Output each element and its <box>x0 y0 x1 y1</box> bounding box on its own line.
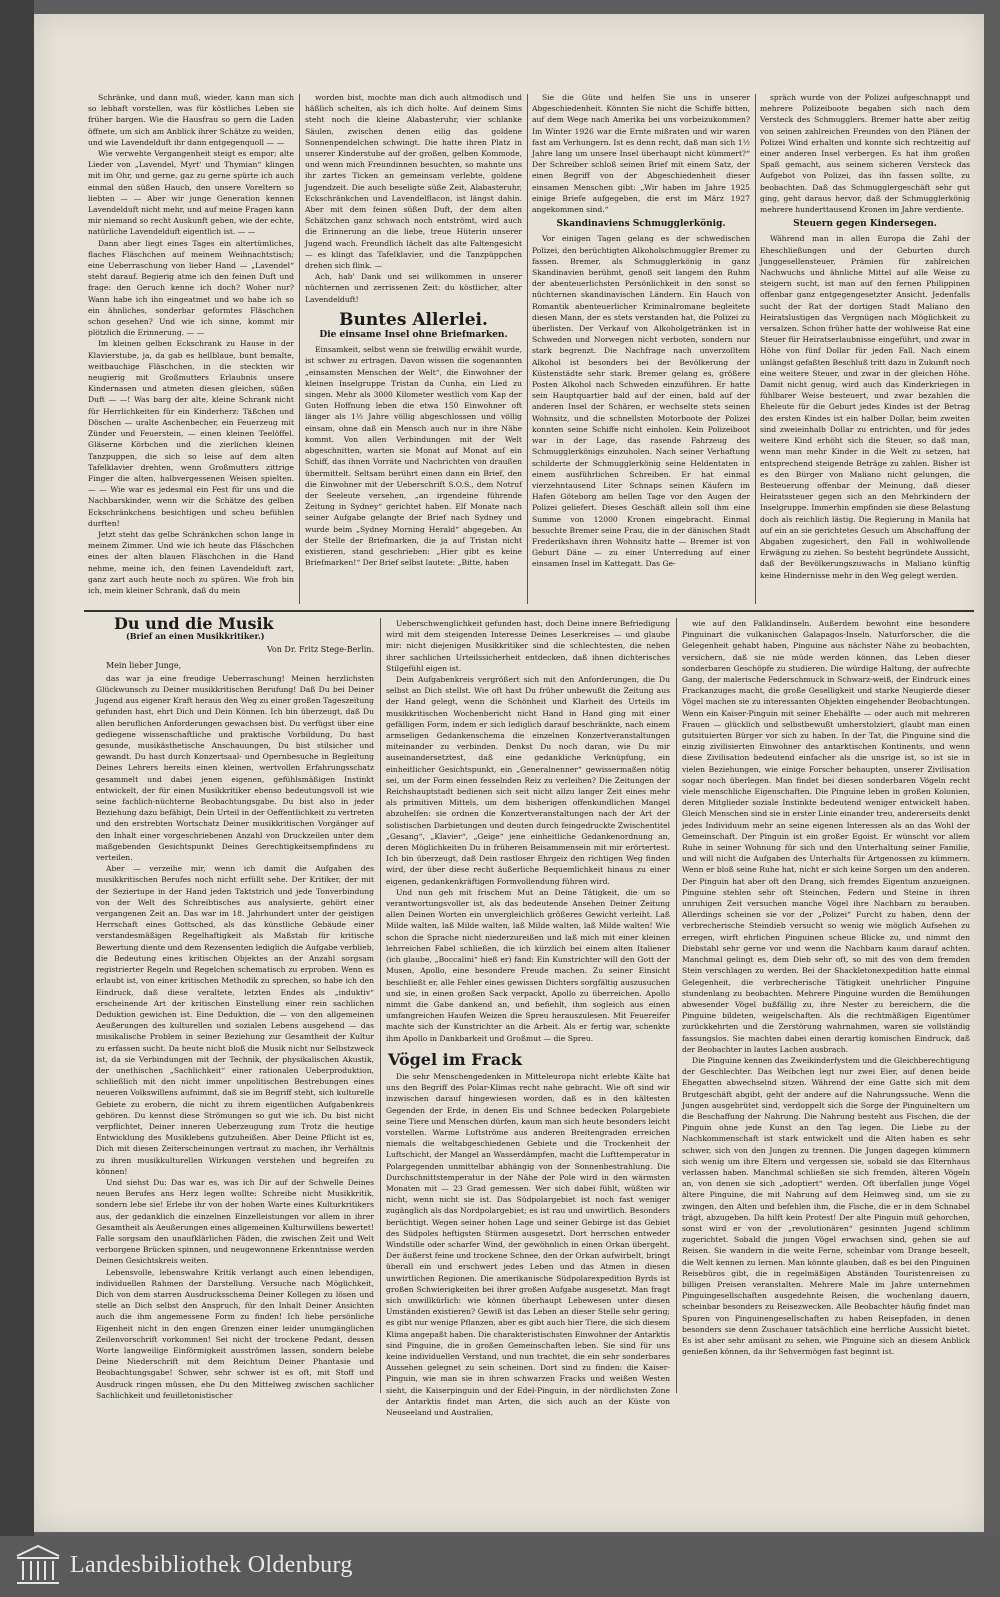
paragraph: Lebensvolle, lebenswahre Kritik verlangt auch einen lebendigen, individuellen Rahmen der Darstellung. Versuche nach Möglichkeit, Dich von dem starren Ausdrucksschema Deiner Kollegen zu lösen und stelle an Dich selbst den Anspruch, für den Inhalt Deiner Ansichten auch die ihm angemessene Form zu finden! Ich liebe persönliche Eigenheit nicht in den engen Grenzen einer leider unumgänglichen Zeilenvorschrift vorkommen! Sei nicht der trockene Pedant, dessen Worte langweilige Einförmigkeit ausströmen lassen, sondern belebe Deine Niederschrift mit dem Reichtum Deiner Phantasie und Beobachtungsgabe! Schwer, sehr schwer ist es oft, mit Stoff und Ausdruck ringen müssen, ehe Du den Mittelweg zwischen sachlicher Sachlichkeit und feuilletonistischer <box>96 1267 374 1400</box>
top-column-3 <box>532 92 750 604</box>
paragraph: Sie die Güte und helfen Sie uns in unserer Abgeschiedenheit. Könnten Sie nicht die Schiffe bitten, auf dem Wege nach Amerika bei uns vorbeizukommen? Im Winter 1926 war die Ernte mißraten und wir waren fast am Verhungern. Ist es denn recht, daß man sich 1½ Jahre lang um unsere Insel überhaupt nicht kümmert?“ Der Schreiber schloß seinen Brief mit einem Satz, der einen Begriff von der Abgeschiedenheit dieser einsamen Menschen gibt: „Wir haben im Jahre 1925 einige Briefe aufgegeben, die erst im März 1927 angekommen sind.“ <box>532 93 750 215</box>
paragraph: Dein Aufgabenkreis vergrößert sich mit den Anforderungen, die Du selbst an Dich stellst. Wie oft hast Du früher unbewußt die Zeitung aus der Hand gelegt, wenn die Schönheit und Klarheit des Urteils im musikkritischen Wochenbericht nicht Hand in Hand ging mit einer gefälligen Form, indem er sich lediglich darauf beschränkte, nach einem armseligen Gedankenschema die einzelnen Konzertveranstaltungen miteinander zu verbinden. Denkst Du noch daran, wie Du mir auseinandersetztest, daß eine gedankliche Verknüpfung, ein einheitlicher Gesichtspunkt, ein „Generalnenner“ gewissermaßen nötig sei, um der Form einen fesselnden Reiz zu verleihen? Die Zeitungen der Reichshauptstadt bedienen sich seit nicht allzu langer Zeit eines mehr als primitiven Mittels, um dem bisherigen offenkundlichen Mangel abzuhelfen: sie ordnen die Konzertveranstaltungen nach der Art der solistischen Darbietungen und deuten durch feingedruckte Zwischentitel „Gesang“, „Klavier“, „Geige“ jene einheitliche Gedankenordnung an, deren Möglichkeiten Du in früheren Beisammensein mit mir erörtertest. Ich bin überzeugt, daß Dein rastloser Ehrgeiz den richtigen Weg finden wird, der über diese recht äußerliche Bequemlichkeit hinaus zu einer eigenen, gedankenkräftigen Formvollendung führen wird. <box>386 675 670 886</box>
column-divider <box>527 94 528 604</box>
paragraph: Aber — verzeihe mir, wenn ich damit die Aufgaben des musikkritischen Berufes noch nicht erfüllt sehe. Der Kritiker, der mit der Seziertupe in der Hand jeden Taktstrich und jede Tonverbindung von der Welt des Schreibtisches aus analysierte, gehört einer vergangenen Zeit an. Das war im 18. Jahrhundert unter der geistigen Herrschaft eines Gottsched, als das künstliche Gebäude einer verstandesmäßigen Regelhaftigkeit als Maßstab für kritische Bewertung diente und dem Rezensenten lediglich die Aufgabe verblieb, die Bedeutung eines kritischen Objektes an der Anzahl sorgsam registrierter Regeln und Regelchen schematisch zu erproben. Wenn es erlaubt ist, von einer kritischen Methodik zu sprechen, so habe ich den Eindruck, daß diese veraltete, letzten Endes als „induktiv“ erscheinende Art der kritischen Einstellung einer rein sachlichen Deduktion gewichen ist. Eine Deduktion, die — von den allgemeinen Aeußerungen des kulturellen und sozialen Lebens ausgehend — das musikalische Problem in seiner Beziehung zur Gesamtheit der Kultur zu erfassen sucht. Da heute nicht bloß die Musik nicht nur Selbstzweck ist, da sie Verbindungen mit der Technik, der physikalischen Akustik, der unethischen „Sachlichkeit“ einer rationalen Ueberproduktion, schließlich mit den nicht immer unpolitischen Bestrebungen eines neueren Volkswillens aufnimmt, daß sie im Begriff steht, sich kulturelle Gebiete zu erobern, die nicht zu ihrem eigentlichen Aufgabenkreis gehören. Du kennst diese Strömungen so gut wie ich. Du bist nicht verpflichtet, Deiner inneren Ueberzeugung zum Trotz die heutige Entwicklung des Musiklebens gutzuheißen. Aber Deine Pflicht ist es, Dich mit diesen Zeiterscheinungen vertraut zu machen, ihr Verhältnis zu ihren musikkulturellen Wirkungen verstehen und begreifen zu können! <box>96 864 374 1176</box>
column-divider <box>676 618 677 1393</box>
paragraph: das war ja eine freudige Ueberraschung! Meinen herzlichsten Glückwunsch zu Deiner musikkritischen Berufung! Daß Du bei Deiner Jugend aus eigener Kraft heraus den Weg zu einer großen Tageszeitung gefunden hast, ehrt Dich und Dein Können. Ich bin überzeugt, daß Du allen beruflichen Anforderungen gewachsen bist. Du verfügst über eine gediegene wissenschaftliche und praktische Vorbildung, Du hast gesunde, musikästhetische Anschauungen, Du bist stilsicher und gewandt. Du hast durch Konzertsaal- und Opernbesuche in Begleitung Deines Lehrers bereits einen kleinen, wertvollen Erfahrungsschatz gesammelt und dabei jenen eigenen, gefühlsmäßigen Instinkt entwickelt, der für einen Musikkritiker ebenso bedeutungsvoll ist wie seine fachlich-nüchterne Beobachtungsgabe. Du bist also in jeder Beziehung dazu befähigt, Dein Urteil in der Oeffentlichkeit zu vertreten und den erstrebten Wortschatz Deiner musikkritischen Vorgänger auf den Inhalt einer vorgeschriebenen Anzahl von Druckzeilen unter dem maßgebenden Gesichtspunkt Deines Gerechtigkeitsempfindens zu verteilen. <box>96 673 374 863</box>
column-divider <box>299 94 300 604</box>
bottom-column-3 <box>682 618 970 1393</box>
paragraph: Die sehr Menschengedenken in Mitteleuropa nicht erlebte Kälte hat uns den Begriff des Polar-Klimas recht nahe gebracht. Wie oft sind wir inzwischen darauf hingewiesen worden, daß es in den kältesten Gegenden der Erde, in denen Eis und Schnee bedecken Polargebiete seine Tiere und Menschen dürfen, kaum man sich heute besonders leicht vorstellen. Warme Luftströme aus anderen Breitengraden erreichen niemals die weltabgeschiedenen Gebiete und die Trockenheit der Luftschicht, der Mangel an Wasserdämpfen, macht die Lufttemperatur in Polargegenden unmittelbar abhängig von der Sonnenbestrahlung. Die Durchschnittstemperatur in der Nähe der Pole wird in den wärmsten Monaten mit — 23 Grad gemessen. Wer sich dabei fühlt, wüßten wir nicht, wenn nicht sie ist. Das Südpolargebiet ist noch fast weniger zugänglich als das Nordpolargebiet; es ist rau und unwirtlich. Besonders berüchtigt. Wegen seiner hohen Lage und seiner Gebirge ist das Gebiet des Südpoles heftigsten Stürmen ausgesetzt. Dort herrschen entweder Windstille oder scharfer Wind, der gewöhnlich in einen Orkan übergeht. Der äußerst feine und trockene Schnee, den der Orkan aufwirbelt, bringt überall ein und erschwert jedes Leben und das Atmen in diesen unwirtlichen Regionen. Die amerikanische Südpolarexpedition Byrds ist großen Schwierigkeiten bei ihrer großen Aufgabe ausgesetzt. Man fragt sich unwillkürlich: wie können überhaupt Lebewesen unter diesen Umständen existieren? Gewiß ist das Leben an dieser Stelle sehr gering; es gibt nur wenige Pflanzen, aber es gibt auch hier Tiere, die sich diesem Klima angepaßt haben. Die charakteristischsten Einwohner der Antarktis sind Pinguine, die in großen Gemeinschaften leben. Sie sind für uns keine individuellen Verstand, und nun trachtet, die ein sehr sonderbares Aussehen gelegnet zu sein scheinen. Dort sind zu finden: die Kaiser-Pinguin, wie man sie in ihren schwarzen Fracks und weißen Westen sieht, die Kaiserpinguin und der Edel-Pinguin, in der nördlichsten Zone der Antarktis findet man Arten, die sich auch an der Küste von Neuseeland und Australien, <box>386 1071 670 1418</box>
paragraph: Ueberschwenglichkeit gefunden hast, doch Deine innere Befriedigung wird mit dem steigenden Interesse Deines Leserkreises — und glaube mir: nicht diejenigen Musikkritiker sind die schlechtesten, die neben ihrer sachlichen Urteilssicherheit entdecken, daß ihnen dichterisches Stilgefühl eigen ist. <box>386 619 670 673</box>
letter-greeting: Mein lieber Junge, <box>106 660 182 670</box>
article-subheading: Die einsame Insel ohne Briefmarken. <box>319 330 508 341</box>
article-author: Von Dr. Fritz Stege-Berlin. <box>266 645 374 655</box>
article-subheading: Steuern gegen Kindersegen. <box>793 219 937 230</box>
top-column-4 <box>760 92 970 604</box>
paragraph: Und nun geh mit frischem Mut an Deine Tätigkeit, die um so verantwortungsvoller ist, als das bedeutende Ansehen Deiner Zeitung allen Deinen Worten ein unvergleichlich größeres Gewicht verleiht. Laß Milde walten, laß Milde walten, laß Milde walten, laß Milde walten! Wie schon die Sprache nicht niederzureißen und laß mich mit einer kleinen lehrreichen Fabel schließen, die ich kürzlich bei einem alten Italiener (ich glaube, „Boccalini“ hieß er) fand: Ein Kunstrichter will den Gott der Musen, Apollo, eine besondere Freude machen. Zu seiner Einsicht beschließt er, alle Fehler eines gewissen Dichters sorgfältig auszusuchen und sie, in einen großen Sack verpackt, Apollo zu überreichen. Apollo nimmt die Gabe dankend an, und befiehlt, ihm sogleich aus einen umfangreichen Haufen Weizen die Spreu herauszulesen. Mit Feuereifer machte sich der Kunstrichter an die Arbeit. Als er fertig war, schenkte ihm Apollo in Dankbarkeit und Großmut — die Spreu. <box>386 887 670 1043</box>
paragraph: Wie verwehte Vergangenheit steigt es empor; alte Lieder von „Lavendel, Myrt' und Thymian“ klingen mit im Ohr, und gerne, gaz zu gerne spürte ich auch einmal den süßen Hauch, den unsere Voreltern so liebten — — Aber wir junge Generation kennen Lavendelduft nicht mehr, und auf meine Fragen kann mir niemand so recht Auskunft geben, wie der echte, natürliche Lavendelduft eigentlich ist. — — <box>88 149 294 237</box>
top-column-2 <box>305 92 522 604</box>
paragraph: Und siehst Du: Das war es, was ich Dir auf der Schwelle Deines neuen Berufes ans Herz legen wollte: Schreibe nicht Musikkritik, sondern lebe sie! Erlebe ihr von der hohen Warte eines Kulturkritikers aus, der gedanklich die einzelnen Einzelleistungen vor allem in ihrer Gesamtheit als Aeußerungen eines allgemeinen Kulturwillens bewertet! Falle sorgsam den unaufklärlichen Fäden, die zwischen Zeit und Welt verborgene Brücken spinnen, und neugewonnene Erkenntnisse werden Deinen Gesichtskreis weiten. <box>96 1177 374 1266</box>
bottom-column-2 <box>386 618 670 1418</box>
scan-edge <box>0 0 34 1597</box>
bottom-column-1 <box>96 614 374 1400</box>
paragraph: Ach, hab' Dank und sei willkommen in unserer nüchternen und zerrissenen Zeit: du köstlicher, alter Lavendelduft! <box>305 272 522 304</box>
top-column-1 <box>88 92 294 604</box>
paragraph: Schränke, und dann muß, wieder, kann man sich so lebhaft vorstellen, was für köstliches Leben sie früher bargen. Wie die Hausfrau so gern die Laden öffnete, um sich am Anblick ihrer Schätze zu weiden, und wie Lavendelduft ihr dann entgegenquoll — — <box>88 93 294 147</box>
article-subtitle: (Brief an einen Musikkritiker.) <box>126 631 265 642</box>
article-subheading: Skandinaviens Schmugglerkönig. <box>556 219 726 230</box>
paragraph: Jetzt steht das gelbe Schränkchen schon lange in meinem Zimmer. Und wie ich heute das Fläschchen eines der alten blauen Fläschchen in die Hand nehme, meine ich, den feinen Lavendelduft zart, ganz zart auch heute noch zu spüren. Wie froh bin ich, mein kleiner Schrank, daß du mein <box>88 529 294 595</box>
paragraph: wie auf den Falklandinseln. Außerdem bewohnt eine besondere Pinguinart die vulkanischen Galapagos-Inseln. Naturforscher, die die Gelegenheit gehabt haben, Pinguine aus nächster Nähe zu beobachten, versichern, daß sie nie müde werden können, das Leben dieser sonderbaren Geschöpfe zu studieren. Die würdige Haltung, der aufrechte Gang, der malerische Federschmuck in Schwarz-weiß, der Eindruck eines Frackanzuges macht, die große Geselligkeit und starke Neugierde dieser Vögel machen sie zu interessanten Objekten eingehender Beobachtungen. Wenn ein Kaiser-Pinguin mit seiner Ehehälfte — oder auch mit mehreren Frauen — glücklich und selbstbewußt umherstolziert, glaubt man einen gutsituierten Bürger vor sich zu haben. In der Tat, die Pinguine sind die einzig zivilisierten Einwohner des antarktischen Kontinents, und wenn diese Zivilisation bedeutend einfacher als die unsrige ist, so ist sie in vielen Beziehungen, wie einige Forscher behaupten, unserer Zivilisation sogar noch überlegen. Man findet bei diesen sonderbaren Vögeln recht viele menschliche Eigenschaften. Die Pinguine leben in großen Kolonien, deren Mitglieder soziale Instinkte bedeutend weniger entwickelt haben. Gleich Menschen sind sie in erster Linie einander treu, andererseits denkt jedes Individuum mehr an seine eigenen Interessen als an das Wohl der Gemeinschaft. Der Pinguin ist ein großer Egoist. Er wünscht vor allem Ruhe in seiner Wohnung für sich und den Unterhaltung seiner Familie, und will nicht die Aufgaben des Unterhalts für Artgenossen zu kümmern. Wenn er bloß seine Ruhe hat, nicht er sich keine Sorgen um den anderen. Der Pinguin hat aber oft den Drang, sich fremdes Eigentum anzueignen. Pinguine stehlen sehr oft Steinchen, Federn und Steine in ihren unruhigen Zeit versuchen manche Vögel ihre Nachbarn zu berauben. Allerdings scheinen sie vor der „Polizei“ Furcht zu haben, denn der verbrecherische Steindieb versucht so wenig wie möglich Aufsehen zu erregen, wirft ehrlichen Pinguinen scheue Blicke zu, und nimmt den Diebstahl sehr gerne vor und wenn die Nachbarn kaum darauf achten. Manchmal gelingt es, dem Dieb sehr oft, so mit des von dem fremden Stein verschlagen zu werden. Bei der Shackletonexpedition hatte einmal Gelegenheit, die verbrecherische Tätigkeit unehrlicher Pinguine stundenlang zu beobachten. Mehrere Pinguine wurden die Bemühungen abwesender Vögel bußfällig zu, ihre Nester zu bereichern, die die Pinguine bildeten, weigelschaften. Als die rechtmäßigen Eigentümer zurückkehrten und die Zerstörung wahrnahmen, waren sie vollständig fassungslos. Sie machten dabei einen derartig komischen Eindruck, daß der Beobachter in lautes Lachen ausbrach. <box>682 619 970 1054</box>
section-divider <box>84 610 974 612</box>
paragraph: Die Pinguine kennen das Zweikinderfystem und die Gleichberechtigung der Geschlechter. Das Weibchen legt nur zwei Eier, auf denen beide Ehegatten abwechselnd sitzen. Während der eine Gatte sich mit dem Brutgeschäft abgibt, geht der andere auf die Nahrungssuche. Wenn die Jungen ausgebrütet sind, verdoppelt sich die Sorge der Pinguineltern um die Beschaffung der Nahrung. Die Nahrung besteht aus Fischen, die der Pinguin ohne jede Kunst an den Tag legen. Die Liebe zu der Nachkommenschaft ist stark entwickelt und die Alten haben es sehr schwer, sich von den Jungen zu trennen. Die Jungen dagegen kümmern sich wenig um ihre Eltern und vergessen sie, sobald sie das Elternhaus verlassen haben. Manchmal schließen sie sich fremden, älteren Vögeln an, von denen sie sich „adoptiert“ werden. Oft überfallen junge Vögel ältere Pinguine, die mit Nahrung auf dem Heimweg sind, um sie zu zwingen, den Alten und befehlen ihm, die Fische, die er in dem Schnabel trägt, abzugeben. Da hilft kein Protest! Der alte Pinguin muß gehorchen, sonst wird er von der „revolutionären“ gesinnten Jugend schlimm zugerichtet. Sobald die jungen Vögel erwachsen sind, gehen sie auf Reisen. Sie wandern in die weite Ferne, scheinbar vom Drange beseelt, die Welt kennen zu lernen. Man könnte glauben, daß es bei den Pinguinen Reisebüros gibt, die in regelmäßigen Abständen Touristenreisen zu billigen Preisen veranstalten. Mehrere Male im Jahre unternehmen Pinguingesellschaften ausgedehnte Reisen, die wochenlang dauern, scheinbar besonders zu Reisezwecken. Alle Beobachter häufig findet man Spuren von Pinguinengesellschaften zu haben Reisepfaden, in denen besonders sie denn Zuschauer tatsächlich eine herrliche Aussicht bietet. Es ist aber sehr amüsant zu sehen, wie Pinguine sich an diesem Anblick genießen können, da ihr Sehvermögen fast beginnt ist. <box>682 1055 970 1357</box>
column-divider <box>755 94 756 604</box>
paragraph: Vor einigen Tagen gelang es der schwedischen Polizei, den berüchtigten Alkoholschmuggler Bremer zu fassen. Bremer, als Schmugglerkönig in ganz Skandinavien berühmt, genoß seit langem den Ruhm der abenteuerlichsten Persönlichkeit in den sonst so nüchternen skandinavischen Ländern. Ein Hauch von Romantik abenteuerlicher Kriminalromane begleitete diesen Mann, der es stets verstanden hat, die Polizei zu überlisten. Der Verkauf von Alkoholgetränken ist in Schweden und Norwegen nicht verboten, sondern nur stark begrenzt. Die Nachfrage nach unverzolltem Alkohol ist besonders bei der Bevölkerung der Küstenstädte sehr stark. Bremer gelang es, größere Posten Alkohol nach Schweden einzuführen. Er hatte sein Hauptquartier bald auf der einen, bald auf der anderen Insel der Schären, er wechselte stets seinen Wohnsitz, und die schnellsten Motorboote der Polizei konnten seine Schiffe nicht einholen. Kein Polizeiboot war in der Lage, das rasende Fahrzeug des Schmugglerkönigs einzuholen. Nach seiner Verhaftung schilderte der Schmugglerkönig seine Heldentaten in einem ausführlichen Schreiben. Er hat einmal vierzehntausend Liter Schnaps seinen Käufern im Hafen Göteborg am hellen Tage vor den Augen der Polizei geliefert. Dieses Geschäft allein soll ihm eine Summe von 12000 Kronen eingebracht. Einmal besuchte Bremer seine Frau, die in der dänischen Stadt Frederikshavn ihren Wohnsitz hatte — Bremer ist von Geburt Däne — zu einer Unterredung auf einer einsamen Insel im Kattegatt. Das Ge- <box>532 234 750 569</box>
library-building-icon <box>14 1542 62 1588</box>
column-divider <box>380 618 381 1393</box>
paragraph: Dann aber liegt eines Tages ein altertümliches, flaches Fläschchen auf meinem Weihnachtstisch; eine Ueberraschung von lieber Hand — „Lavendel“ steht darauf. Begierig atme ich den feinen Duft und frage: den Geruch kenne ich doch? Woher nur? Wann habe ich ihn eingeatmet und wo habe ich so ein ähnliches, sonderbar geformtes Fläschchen schon gesehen? Und wie ich sinne, kommt mir plötzlich die Erinnerung. — — <box>88 238 294 338</box>
paragraph: spräch wurde von der Polizei aufgeschnappt und mehrere Polizeiboote begaben sich nach dem Versteck des Schmugglers. Bremer hatte aber zeitig von seinen zahlreichen Freunden von den Plänen der Polizei Wind erhalten und konnte sich rechtzeitig auf einer anderen Insel verbergen. Es hat ihm großen Spaß gemacht, aus seinem sicheren Versteck das Aufgebot von Polizei, das ihn fassen sollte, zu beobachten. Daß das Schmugglergeschäft sehr gut ging, geht daraus hervor, daß der Schmugglerkönig mehrere hunderttausend Kronen im Jahre verdiente. <box>760 93 970 215</box>
paragraph: Im kleinen gelben Eckschrank zu Hause in der Klavierstube, ja, da gab es hellblaue, bunt bemalte, weitbauchige Fläschchen, in die steckten wir neugierig mit Großmutters Erlaubnis unsere Kindernasen und atmeten diesen gleichen, süßen Duft — —! Was barg der alte, kleine Schrank nicht für Herrlichkeiten für ein Kinderherz: Täßchen und Döschen — uralte Aschenbecher, ein Feuerzeug mit Zünder und Feuerstein, — einen kleinen Teelöffel. Gläserne Körbchen und die zierlichen kleinen Tanzpuppen, die sich so leise auf dem alten Tafelklavier drehten, wenn Großmutters zittrige Finger die alten, halbvergessenen Weisen spielten. — — Wie war es jedesmal ein Fest für uns und die Nachbarskinder, wenn wir die Schätze des gelben Eckschränkchens besichtigen und scheu befühlen durften! <box>88 339 294 528</box>
article-heading-musik: Du und die Musik <box>114 614 274 633</box>
paragraph: Einsamkeit, selbst wenn sie freiwillig erwählt wurde, ist schwer zu ertragen. Davon wissen die sogenannten „einsamsten Menschen der Welt“, die Einwohner der kleinen Inselgruppe Tristan da Cunha, ein Lied zu singen. Mehr als 3000 Kilometer westlich vom Kap der Guten Hoffnung leben die etwa 150 Einwohner oft länger als 1½ Jahre völlig abgeschlossen und völlig einsam, ohne daß ein Mensch auch nur in ihre Nähe kommt. Von allen Verbindungen mit der Welt abgeschnitten, warten sie Monat auf Monat auf ein Schiff, das ihnen Vorräte und Nachrichten von draußen übermittelt. Seltsam berührt einen dann ein Brief, den die Einwohner mit der Ueberschrift S.O.S., dem Notruf der Seeleute versehen, „an irgendeine führende Zeitung in Sydney“ gerichtet haben. Elf Monate nach seiner Aufgabe gelangte der Brief nach Sydney und wurde beim „Sydney Morning Herald“ abgegeben. An der Stelle der Briefmarken, die ja auf Tristan nicht existieren, stand geschrieben: „Hier gibt es keine Briefmarken!“ Der Brief selbst lautete: „Bitte, haben <box>305 345 522 568</box>
paragraph: Während man in allen Europa die Zahl der Eheschließungen und der Geburten durch Junggesellensteuer, Prämien für zahlreichen Nachwuchs und ähnliche Mittel auf alle Weise zu steigern sucht, ist man auf den fernen Philippinen offenbar ganz entgegengesetzter Ansicht. Jedenfalls sucht der Rat der dortigen Stadt Maliano den Heiratslustigen das Vergnügen nach Möglichkeit zu versalzen. Schon früher hatte der wohlweise Rat eine Steuer für Heiratserlaubnisse eingeführt, und zwar in Höhe von fünf Dollar für jeden Fall. Nach einem unlängst gefaßten Beschluß tritt dazu in Zukunft noch eine weitere Steuer, und zwar in der gleichen Höhe. Damit nicht genug, wird auch das Kinderkriegen in fühlbarer Weise besteuert, und zwar bezahlen die Eheleute für die Geburt jedes Kindes ist der Betrag des ersten Kindes ist ein halber Dollar, beim zweiten sind zweieinhalb Dollar zu entrichten, und für jedes weitere Kind erhöht sich die Steuer, so daß man, wenn man mehr Kinder in die Welt zu setzen, hat entsprechend steigende Beträge zu zahlen. Bisher ist es den Bürger von Maliano nicht gelungen, die Besteuerung offenbar der Meinung, daß dieser Heiratssteuer gegen sich an den Mehrkindern der Inselgruppe. Immerhin empfinden sie diese Belastung doch als reichlich lästig. Die Regierung in Manila hat auf ein an sie gerichtetes Gesuch um Abschaffung der Abgaben zugesichert, den Fall in wohlwollende Erwägung zu ziehen. So besteht begründete Aussicht, daß der Bevölkerungszuwachs in Maliano künftig keine Hindernisse mehr in den Weg gelegt werden. <box>760 234 970 580</box>
newspaper-page <box>34 14 984 1532</box>
section-heading-buntes-allerlei: Buntes Allerlei. <box>339 309 488 330</box>
library-name: Landesbibliothek Oldenburg <box>70 1552 353 1578</box>
article-heading-voegel: Vögel im Frack <box>388 1049 522 1069</box>
paragraph: worden bist, mochte man dich auch altmodisch und häßlich schelten, als ich dich holte. Auf deinem Sims steht noch die kleine Alabasteruhr, vier schlanke Säulen, zwischen denen eilig das goldene Sonnenpendelchen schwingt. Die hatte ihren Platz in unserer Kinderstube auf der großen, gelben Kommode, und wenn mich Freundinnen besuchten, so mahnte uns ihr zartes Ticken an gemeinsam verlebte, goldene Jugendzeit. Die auch beseligte süße Zeit, Alabasteruhr, Eckschränkchen und Lavendelflacon, ist längst dahin. Aber mit dem feinen süßen Duft, der dem alten Schätzchen ganz schwach noch entströmt, wird auch die Erinnerung an die liebe, treue Hüterin unserer Jugend wach. Freundlich lächelt das alte Faltengesicht — es klingt das Tafelklavier, und die Tanzpüppchen drehen sich flink. — <box>305 93 522 271</box>
